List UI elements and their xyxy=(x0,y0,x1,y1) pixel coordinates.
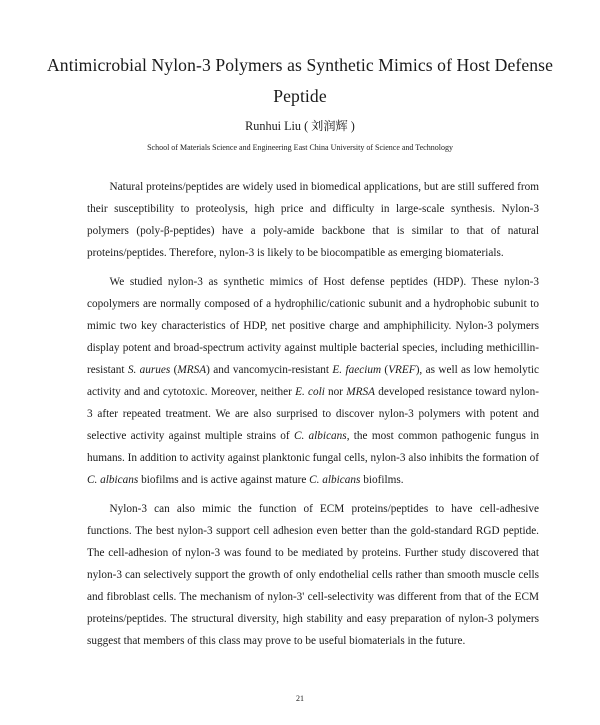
species-name: E. coli xyxy=(295,386,325,398)
text-run: biofilms and is active against mature xyxy=(138,474,310,486)
text-run: , the most common pathogenic fungus in humans. In addition to activity against planktonic fungal cells, nylon-3 also inhibits the formation of xyxy=(87,430,539,464)
text-run: ), as well as low hemolytic activity and and cytotoxic. Moreover, neither xyxy=(87,364,540,398)
species-name: S. aurues xyxy=(127,364,171,376)
paragraph-antimicrobial xyxy=(87,271,539,491)
text-run: We studied nylon-3 as synthetic mimics of Host defense peptides (HDP). These nylon-3 copolymers are normally composed of a hydrophilic/cationic subunit and a hydrophobic subunit to mimic two key characteristics of HDP, net positive charge and amphiphilicity. Nylon-3 polymers display potent and broad-spectrum activity against multiple bacterial species, including methicillin-resistant xyxy=(87,276,539,376)
text-run: ) and vancomycin-resistant xyxy=(206,364,333,376)
text-run: developed resistance toward nylon-3 after repeated treatment. We are also surprised to discover nylon-3 polymers with potent and selective activity against multiple strains of xyxy=(87,386,540,442)
species-name: C. albicans xyxy=(309,474,361,486)
page-number: 21 xyxy=(296,694,304,703)
paragraph-cell-adhesion: Nylon-3 can also mimic the function of ECM proteins/peptides to have cell-adhesive functions. The best nylon-3 support cell adhesion even better than the gold-standard RGD peptide. The cell-adhesion of nylon-3 was found to be mediated by proteins. Further study discovered that nylon-3 can selectively support the growth of only endothelial cells rather than smooth muscle cells and fibroblast cells. The mechanism of nylon-3' cell-selectivity was different from that of the ECM proteins/peptides. The structural diversity, high stability and easy preparation of nylon-3 polymers suggest that members of this class may prove to be useful biomaterials in the future. xyxy=(87,503,539,647)
paragraph-introduction: Natural proteins/peptides are widely used in biomedical applications, but are still suffered from their susceptibility to proteolysis, high price and difficulty in large-scale synthesis. Nylon-3 polymers (poly-β-peptides) have a poly-amide backbone that is similar to that of natural proteins/peptides. Therefore, nylon-3 is likely to be biocompatible as emerging biomaterials. xyxy=(87,181,539,259)
text-run: ( xyxy=(170,364,178,376)
strain-abbreviation: MRSA xyxy=(177,364,207,376)
species-name: C. albicans xyxy=(87,474,139,486)
paper-title: Antimicrobial Nylon-3 Polymers as Synthetic Mimics of Host Defense Peptide xyxy=(47,55,553,106)
species-name: E. faecium xyxy=(332,364,382,376)
abstract-body xyxy=(87,176,539,652)
text-run: biofilms. xyxy=(360,474,404,486)
strain-abbreviation: VREF xyxy=(388,364,416,376)
text-run: nor xyxy=(324,386,347,398)
author-affiliation: School of Materials Science and Engineering East China University of Science and Technology xyxy=(147,143,453,152)
strain-abbreviation: MRSA xyxy=(346,386,375,398)
author-name: Runhui Liu ( 刘润辉 ) xyxy=(245,119,355,133)
text-run: ( xyxy=(381,364,389,376)
species-name: C. albicans xyxy=(293,430,347,442)
